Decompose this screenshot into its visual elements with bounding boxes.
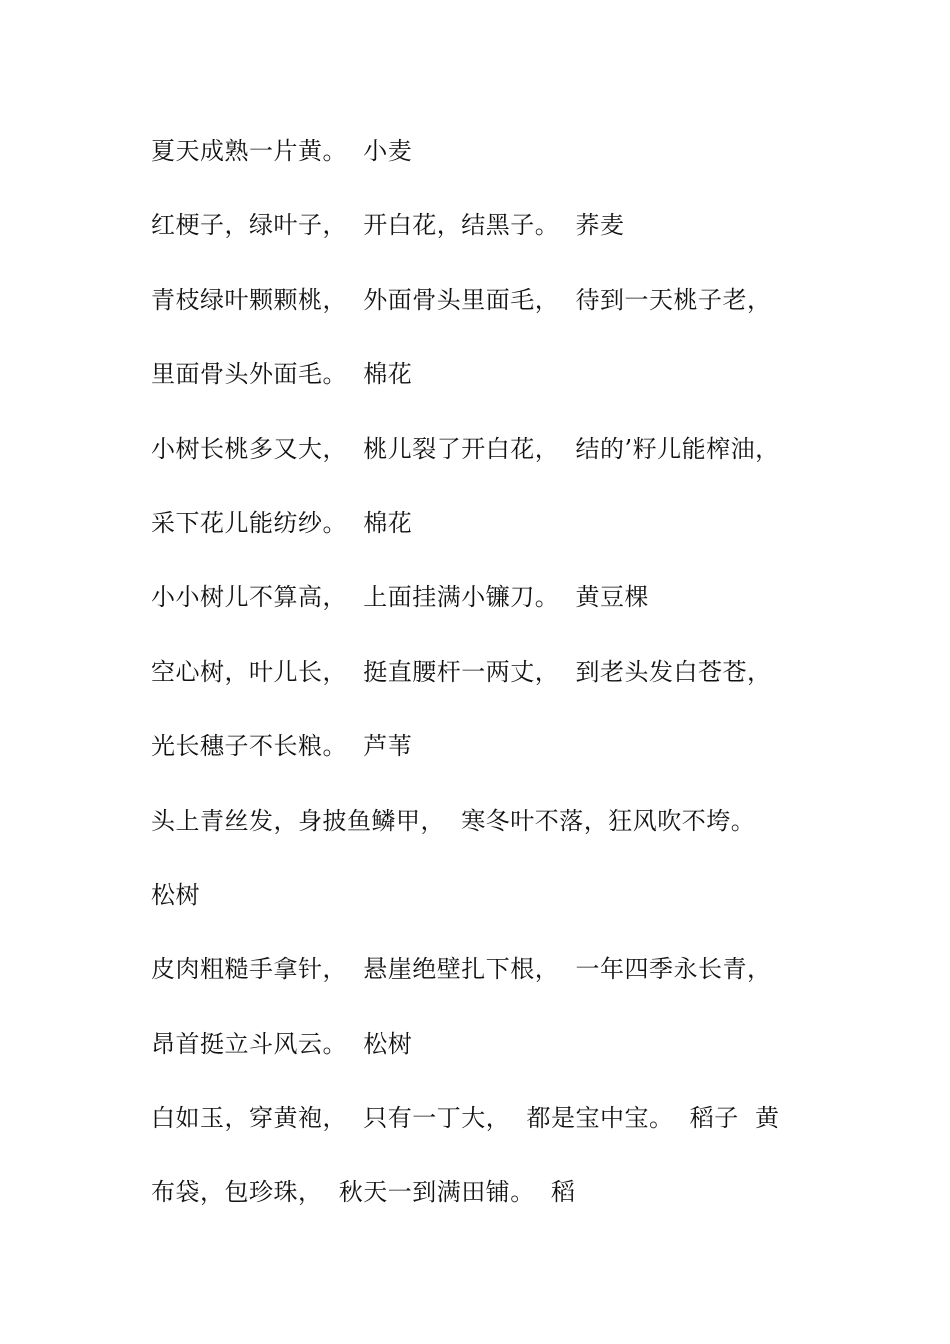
riddle-text-body — [151, 131, 831, 1247]
text-line: 空心树，叶儿长， 挺直腰杆一两丈， 到老头发白苍苍， — [151, 657, 772, 686]
text-line: 夏天成熟一片黄。 小麦 — [151, 137, 413, 165]
text-line: 松树 — [151, 880, 200, 909]
text-line: 皮肉粗糙手拿针， 悬崖绝壁扎下根， 一年四季永长青， — [151, 955, 772, 984]
text-line: 白如玉，穿黄袍， 只有一丁大， 都是宝中宝。 稻子 黄 — [151, 1104, 780, 1133]
text-line: 小树长桃多又大， 桃儿裂了开白花， 结的’籽儿能榨油， — [151, 434, 780, 463]
text-line: 小小树儿不算高， 上面挂满小镰刀。 黄豆棵 — [151, 583, 650, 612]
text-line: 里面骨头外面毛。 棉花 — [151, 360, 413, 389]
text-line: 昂首挺立斗风云。 松树 — [151, 1029, 413, 1058]
text-line: 红梗子，绿叶子， 开白花，结黑子。 荞麦 — [151, 211, 625, 240]
text-line: 光长穗子不长粮。 芦苇 — [151, 732, 413, 761]
text-line: 布袋，包珍珠， 秋天一到满田铺。 稻 — [151, 1178, 576, 1207]
text-line: 采下花儿能纺纱。 棉花 — [151, 508, 413, 537]
text-line: 青枝绿叶颗颗桃， 外面骨头里面毛， 待到一天桃子老， — [151, 285, 772, 314]
text-line: 头上青丝发，身披鱼鳞甲， 寒冬叶不落，狂风吹不垮。 — [151, 806, 756, 835]
